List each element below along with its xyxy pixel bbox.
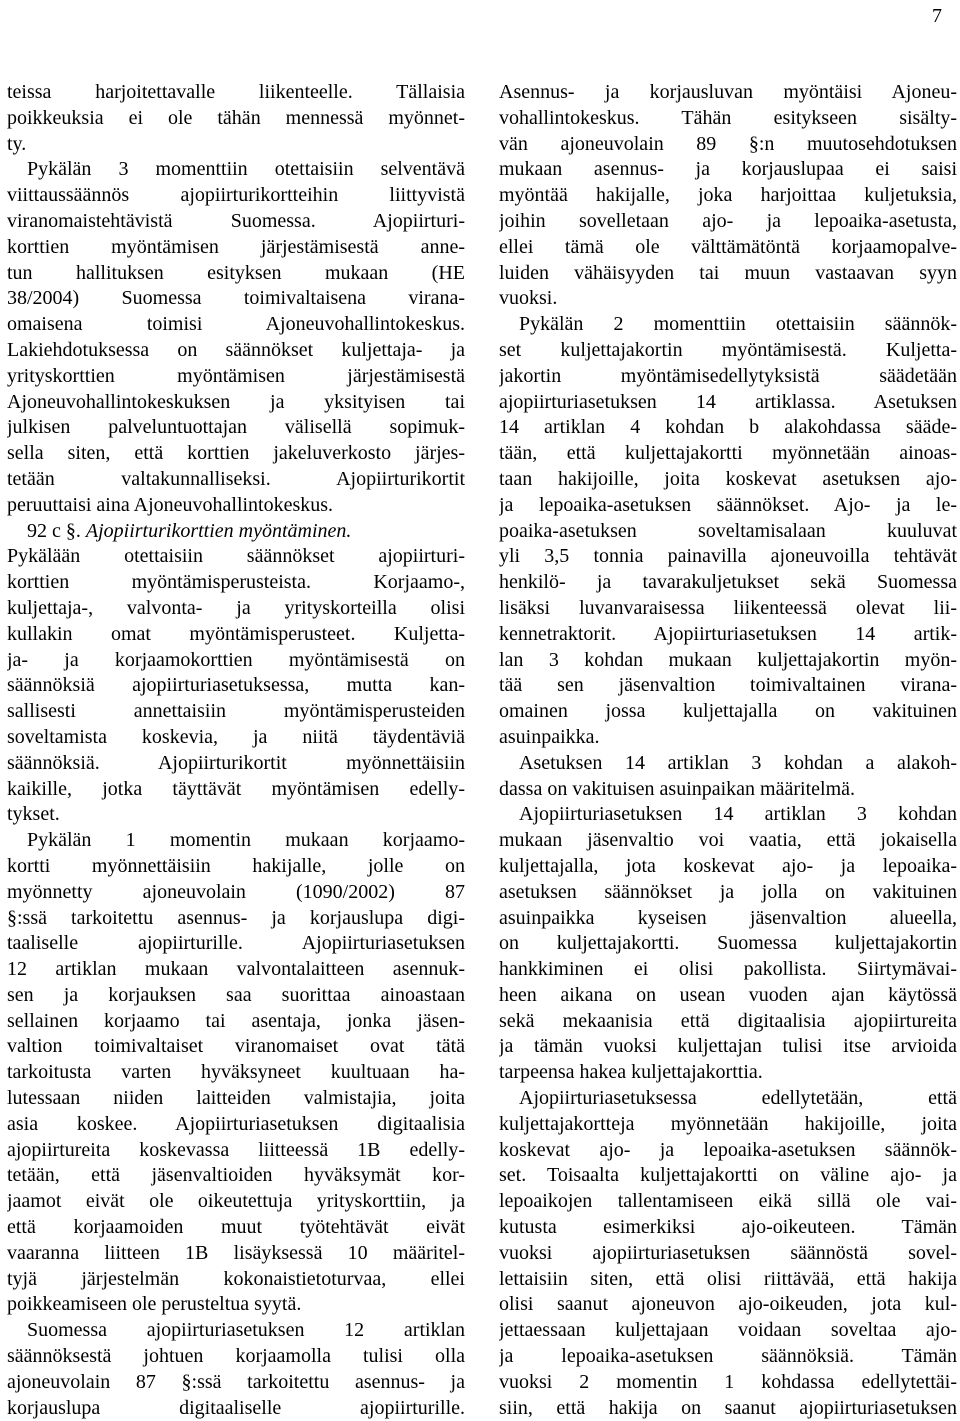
text-line: Suomessa ajopiirturiasetuksen 12 artiklan (27, 1319, 465, 1342)
text-line: Pykälän 3 momenttiin otettaisiin selventävä (27, 158, 465, 181)
text-line: säännöksiä ajopiirturiasetuksessa, mutta kan- (7, 674, 465, 697)
text-line: mukaan jäsenvaltio voi vaatia, että jokaisella (499, 829, 957, 852)
text-line: ty. (7, 132, 27, 155)
text-line: lutessaan niiden laitteiden valmistajia, joita (7, 1087, 465, 1110)
right-column (499, 80, 957, 1421)
text-line: lan 3 kohdan mukaan kuljettajakortin myön- (499, 648, 957, 671)
text-line: kennetraktorit. Ajopiirturiasetuksen 14 artik- (499, 622, 957, 645)
text-line: kuljettaja-, valvonta- ja yrityskorteilla olisi (7, 596, 465, 619)
text-line: Pykälään otettaisiin säännökset ajopiirturi- (7, 545, 465, 568)
text-line: sella siten, että korttien jakeluverkosto järjes- (7, 442, 465, 465)
text-line: heen aikana on usean vuoden ajan käytössä (499, 983, 957, 1006)
text-line: set. Toisaalta kuljettajakortti on väline ajo- ja (499, 1164, 957, 1187)
section-title: Ajopiirturikorttien myöntäminen. (85, 519, 352, 542)
text-line: sekä mekaanisia että digitaalisia ajopiirtureita (499, 1009, 957, 1032)
text-line: ajopiirturiasetuksen 14 artiklassa. Asetuksen (499, 390, 957, 413)
text-line: jaamot eivät ole oikeutettuja yrityskorttiin, ja (7, 1190, 465, 1213)
text-line: omainen jossa kuljettajalla on vakituinen (499, 700, 957, 723)
text-line: tyjä järjestelmän kokonaistietoturvaa, ellei (7, 1267, 465, 1290)
text-line: Pykälän 1 momentin mukaan korjaamo- (27, 829, 465, 852)
text-line: yli 3,5 tonnia painavilla ajoneuvoilla tehtävät (499, 545, 957, 568)
text-line: omaisena toimisi Ajoneuvohallintokeskus. (7, 313, 465, 336)
text-line: jettaessaan kuljettajaan voidaan soveltaa ajo- (499, 1319, 957, 1342)
text-line: taan hakijoille, joita koskevat asetuksen ajo- (499, 467, 957, 490)
text-line: jakortin myöntämisedellytyksistä säädetään (499, 364, 957, 387)
text-line: vohallintokeskus. Tähän esitykseen sisälty- (499, 106, 957, 129)
text-line: vuoksi ajopiirturiasetuksen säännöstä sovel- (499, 1241, 957, 1264)
text-line: vuoksi 2 momentin 1 kohdassa edellytettäi- (499, 1370, 957, 1393)
text-line: teissa harjoitettavalle liikenteelle. Tällaisia (7, 81, 465, 103)
text-line: Ajopiirturiasetuksessa edellytetään, että (519, 1087, 957, 1110)
text-line: säännöksiä. Ajopiirturikortit myönnettäisiin (7, 751, 465, 774)
text-line: kuljettajakortteja myönnetään hakijoille, joita (499, 1112, 957, 1135)
text-line: dassa on vakituisen asuinpaikan määritelmä. (499, 777, 856, 800)
text-line: siin, että hakija on saanut ajopiirturiasetuksen (499, 1396, 957, 1419)
text-line: peruuttaisi aina Ajoneuvohallintokeskus. (7, 493, 334, 516)
text-line: mukaan asennus- ja korjauslupaa ei saisi (499, 158, 957, 181)
page-number: 7 (932, 5, 942, 27)
text-line: säännöksestä johtuen korjaamolla tulisi olla (7, 1345, 465, 1368)
text-line: ajopiirtureita koskevassa liitteessä 1B edelly- (7, 1138, 465, 1161)
text-line: sellainen korjaamo tai asentaja, jonka jäsen- (7, 1009, 465, 1032)
text-line: ja- ja korjaamokorttien myöntämisestä on (7, 648, 465, 671)
text-line: Asetuksen 14 artiklan 3 kohdan a alakoh- (519, 751, 957, 774)
text-line: vän ajoneuvolain 89 §:n muutosehdotuksen (499, 132, 957, 155)
text-line: että korjaamoiden muut työtehtävät eivät (7, 1216, 465, 1239)
text-line: kuljettajalla, jota koskevat ajo- ja lepoaika- (499, 854, 957, 877)
text-line: ja tämän vuoksi kuljettajan tulisi itse arvioida (499, 1035, 957, 1058)
text-line: vuoksi. (499, 287, 558, 310)
text-line: 14 artiklan 4 kohdan b alakohdassa sääde- (499, 416, 957, 439)
text-line: asuinpaikka. (499, 725, 600, 748)
text-line: ellei tämä ole välttämätöntä korjaamopalve- (499, 235, 957, 258)
text-line: henkilö- ja tavarakuljetukset sekä Suomessa (499, 571, 957, 594)
text-line: tun hallituksen esityksen mukaan (HE (7, 261, 465, 284)
text-line: lettaisiin siten, että olisi riittävää, että hakija (499, 1267, 957, 1290)
text-line: asuinpaikka kyseisen jäsenvaltion alueella, (499, 906, 957, 929)
left-column (7, 80, 465, 1421)
text-line: Lakiehdotuksessa on säännökset kuljettaja- ja (7, 338, 465, 361)
text-line: asetuksen säännökset ja jolla on vakituinen (499, 880, 957, 903)
text-line: asia koskee. Ajopiirturiasetuksen digitaalisia (7, 1112, 465, 1135)
text-line: sallisesti annettaisiin myöntämisperusteiden (7, 700, 465, 723)
text-line: poikkeuksia ei ole tähän mennessä myönnet- (7, 106, 465, 129)
text-line: Asennus- ja korjausluvan myöntäisi Ajoneu- (499, 81, 957, 103)
text-line: tarpeensa hakea kuljettajakorttia. (499, 1061, 763, 1084)
text-line: valtion toimivaltaiset viranomaiset ovat tätä (7, 1035, 465, 1058)
text-line: soveltamista koskevia, ja niitä täydentäviä (7, 725, 465, 748)
text-line: 38/2004) Suomessa toimivaltaisena virana- (7, 287, 465, 310)
text-line: set kuljettajakortin myöntämisestä. Kuljetta- (499, 338, 957, 361)
text-line: on kuljettajakortti. Suomessa kuljettajakortin (499, 932, 957, 955)
text-line: korjauslupa digitaaliselle ajopiirturille. (7, 1396, 465, 1419)
text-line: joihin sovelletaan ajo- ja lepoaika-asetusta, (499, 209, 957, 232)
text-line: tarkoitusta varten hyväksyneet kuultuaan ha- (7, 1061, 465, 1084)
text-line: tykset. (7, 803, 60, 826)
section-heading (7, 519, 465, 545)
text-line: koskevat ajo- ja lepoaika-asetuksen säännök- (499, 1138, 957, 1161)
text-line: tetään valtakunnalliseksi. Ajopiirturikortit (7, 467, 465, 490)
text-line: korttien myöntämisperusteista. Korjaamo-, (7, 571, 465, 594)
text-line: Pykälän 2 momenttiin otettaisiin säännök- (519, 313, 957, 336)
text-line: julkisen palveluntuottajan välisellä sopimuk- (7, 416, 465, 439)
text-line: tää sen jäsenvaltion toimivaltainen virana- (499, 674, 957, 697)
section-number: 92 c §. (27, 519, 81, 542)
text-line: 12 artiklan mukaan valvontalaitteen asennuk- (7, 958, 465, 981)
text-line: luiden vähäisyyden tai muun vastaavan syyn (499, 261, 957, 284)
text-line: myönnetty ajoneuvolain (1090/2002) 87 (7, 880, 465, 903)
text-line: tetään, että jäsenvaltioiden hyväksymät kor- (7, 1164, 465, 1187)
text-line: tään, että kuljettajakortti myönnetään ainoas- (499, 442, 957, 465)
text-line: §:ssä tarkoitettu asennus- ja korjauslupa digi- (7, 906, 465, 929)
text-line: vaaranna liitteen 1B lisäyksessä 10 määritel- (7, 1241, 465, 1264)
text-line: hankkiminen ei olisi pakollista. Siirtymävai- (499, 958, 957, 981)
text-line: Ajopiirturiasetuksen 14 artiklan 3 kohdan (519, 803, 957, 826)
text-line: taaliselle ajopiirturille. Ajopiirturiasetuksen (7, 932, 465, 955)
text-line: lepoaikojen tallentamiseen eikä sillä ole vai- (499, 1190, 957, 1213)
text-line: ajoneuvolain 87 §:ssä tarkoitettu asennus- ja (7, 1370, 465, 1393)
text-line: kortti myönnettäisiin hakijalle, jolle on (7, 854, 465, 877)
text-line: myöntää hakijalle, joka harjoittaa kuljetuksia, (499, 184, 957, 207)
text-line: lisäksi luvanvaraisessa liikenteessä olevat lii- (499, 596, 957, 619)
text-line: ja lepoaika-asetuksen säännöksiä. Tämän (499, 1345, 957, 1368)
text-line: sen ja korjauksen saa suorittaa ainoastaan (7, 983, 465, 1006)
text-line: kullakin omat myöntämisperusteet. Kuljetta- (7, 622, 465, 645)
text-line: ja lepoaika-asetuksen säännökset. Ajo- ja le- (499, 493, 957, 516)
text-line: kutusta esimerkiksi ajo-oikeuteen. Tämän (499, 1216, 957, 1239)
text-line: poaika-asetuksen soveltamisalaan kuuluvat (499, 519, 957, 542)
text-line: kaikille, jotka täyttävät myöntämisen edelly- (7, 777, 465, 800)
text-line: viranomaistehtävistä Suomessa. Ajopiirturi- (7, 209, 465, 232)
text-line: yrityskorttien myöntämisen järjestämisestä (7, 364, 465, 387)
text-line: poikkeamiseen ole perusteltua syytä. (7, 1293, 302, 1316)
text-line: Ajoneuvohallintokeskuksen ja yksityisen tai (7, 390, 465, 413)
text-line: korttien myöntämisen järjestämisestä anne- (7, 235, 465, 258)
text-line: viittaussäännös ajopiirturikortteihin liittyvistä (7, 184, 465, 207)
text-line: olisi saanut ajoneuvon ajo-oikeuden, jota kul- (499, 1293, 957, 1316)
